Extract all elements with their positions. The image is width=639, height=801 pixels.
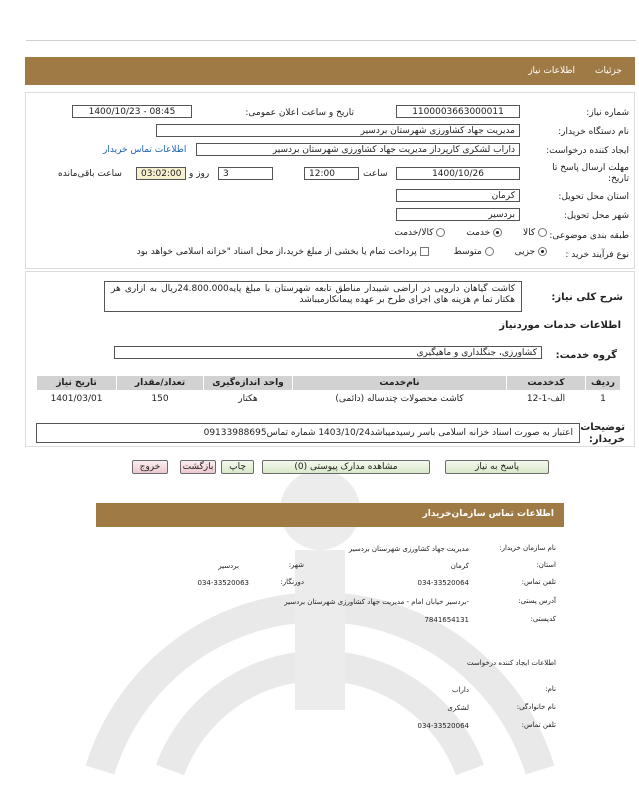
- deadline-time-label: ساعت: [363, 169, 388, 179]
- creator-family-value: لشکری: [447, 704, 469, 712]
- category-option-both: کالا/خدمت: [394, 228, 434, 238]
- col-row: ردیف: [586, 376, 621, 391]
- creator-heading: اطلاعات ایجاد کننده درخواست: [467, 659, 556, 667]
- purchase-radio-medium[interactable]: [485, 247, 494, 256]
- exit-button[interactable]: خروج: [132, 460, 168, 474]
- col-unit: واحد اندازه‌گیری: [204, 376, 293, 391]
- contact-phone-label: تلفن تماس:: [521, 578, 556, 586]
- buyer-org-field: مدیریت جهاد کشاورزی شهرستان بردسیر: [156, 124, 520, 137]
- contact-details: [96, 530, 564, 790]
- category-label: طبقه بندی موضوعی:: [549, 231, 629, 241]
- category-radio-both[interactable]: [436, 228, 445, 237]
- col-quantity: تعداد/مقدار: [117, 376, 204, 391]
- purchase-option-medium: متوسط: [453, 247, 482, 257]
- category-option-goods: کالا: [522, 228, 536, 238]
- services-table-header: [37, 376, 621, 391]
- buyer-note-text: اعتبار به صورت اسناد خزانه اسلامی باسر رسیدمیباشد1403/10/24 شماره تماس09133988695: [36, 423, 580, 443]
- table-row: [37, 391, 621, 408]
- contact-postal-value: 7841654131: [424, 616, 469, 624]
- purchase-option-minor: جزیی: [514, 247, 536, 257]
- contact-org-value: مدیریت جهاد کشاورزی شهرستان بردسیر: [348, 545, 469, 553]
- tab-details[interactable]: جزئیات: [595, 66, 622, 76]
- back-button[interactable]: بازگشت: [180, 460, 216, 474]
- creator-phone-label: تلفن تماس:: [521, 721, 556, 729]
- announce-field: 1400/10/23 - 08:45: [72, 105, 192, 118]
- city-label: شهر محل تحویل:: [563, 211, 629, 221]
- deadline-date-field: 1400/10/26: [396, 167, 520, 180]
- cell-quantity: 150: [151, 394, 169, 404]
- cell-service-code: الف-1-12: [526, 394, 566, 404]
- contact-header: [96, 503, 564, 527]
- page-header: [25, 57, 635, 85]
- contact-fax-value: 034-33520063: [197, 579, 249, 587]
- requester-field: داراب لشکری کارپرداز مدیریت جهاد کشاورزی شهرستان بردسیر: [196, 143, 520, 156]
- treasury-payment-checkbox[interactable]: [420, 247, 429, 256]
- days-label: روز و: [189, 169, 210, 179]
- need-number-field: 1100003663000011: [396, 105, 520, 118]
- services-heading: اطلاعات خدمات مورد‌نیاز: [499, 320, 621, 331]
- need-info-panel: [25, 92, 635, 269]
- contact-province-label: استان:: [536, 561, 556, 569]
- deadline-time-field: 12:00: [304, 167, 359, 180]
- col-service-code: کدخدمت: [507, 376, 586, 391]
- treasury-payment-note: پرداخت تمام یا بخشی از مبلغ خرید،از محل اسناد "خزانه اسلامی خواهد بود: [136, 247, 417, 257]
- category-radio-service[interactable]: [493, 228, 502, 237]
- tab-need-info[interactable]: اطلاعات نیاز: [528, 66, 575, 76]
- cell-service-name: کاشت محصولات چندساله (دائمی): [335, 394, 464, 404]
- city-field: بردسیر: [396, 208, 520, 221]
- buyer-contact-link[interactable]: اطلاعات تماس خریدار: [103, 145, 187, 155]
- purchase-radio-minor[interactable]: [538, 247, 547, 256]
- contact-title: اطلاعات تماس سازمان‌خریدار: [422, 509, 554, 519]
- services-table: [36, 375, 621, 407]
- contact-postal-label: کدپستی:: [530, 615, 556, 623]
- deadline-label: مهلت ارسال پاسخ تا تاریخ:: [552, 163, 629, 184]
- days-field: 3: [218, 167, 273, 180]
- service-group-label: گروه خدمت:: [555, 350, 617, 361]
- buyer-note-label: توضیحات خریدار:: [580, 422, 625, 445]
- announce-label: تاریخ و ساعت اعلان عمومی:: [245, 108, 354, 118]
- purchase-type-label: نوع فرآیند خرید :: [565, 250, 629, 260]
- creator-name-value: داراب: [452, 686, 469, 694]
- summary-text: کاشت گیاهان دارویی در اراضی شیبدار مناطق تابعه شهرستان با مبلغ پایه24.800.000ریال به ازاری هر هکتار تما م هزینه های اجرای طرح بر عهده پیمانکارمیباشد: [104, 281, 522, 312]
- purchase-options: [137, 247, 547, 257]
- contact-address-label: آدرس پستی:: [518, 597, 556, 605]
- province-label: استان محل تحویل:: [558, 192, 629, 202]
- attachments-button[interactable]: مشاهده مدارک پیوستی (0): [262, 460, 430, 474]
- creator-name-label: نام:: [545, 685, 556, 693]
- contact-city-label: شهر:: [288, 561, 304, 569]
- service-group-field: کشاورزی، جنگلداری و ماهیگیری: [114, 346, 542, 359]
- creator-phone-value: 034-33520064: [417, 722, 469, 730]
- cell-need-date: 1401/03/01: [50, 394, 103, 404]
- need-number-label: شماره نیاز:: [586, 108, 629, 118]
- reply-button[interactable]: پاسخ به نیاز: [445, 460, 549, 474]
- remaining-label: ساعت باقی‌مانده: [58, 169, 122, 179]
- cell-unit: هکتار: [238, 394, 258, 404]
- summary-label: شرح کلی نیاز:: [551, 292, 623, 303]
- requester-label: ایجاد کننده درخواست:: [546, 146, 629, 156]
- category-options: [394, 228, 547, 238]
- contact-phone-value: 034-33520064: [417, 579, 469, 587]
- contact-city-value: بردسیر: [218, 562, 239, 570]
- category-option-service: خدمت: [466, 228, 491, 238]
- print-button[interactable]: چاپ: [221, 460, 254, 474]
- top-divider: [26, 40, 636, 41]
- contact-fax-label: دورنگار:: [280, 578, 304, 586]
- col-need-date: تاریخ نیاز: [37, 376, 117, 391]
- contact-org-label: نام سازمان خریدار:: [499, 544, 556, 552]
- contact-province-value: کرمان: [450, 562, 469, 570]
- creator-family-label: نام خانوادگی:: [516, 703, 556, 711]
- remaining-time-field: 03:02:00: [136, 167, 186, 180]
- cell-row: 1: [600, 394, 606, 404]
- contact-address-value: -بردسیر خیابان امام - مدیریت جهاد کشاورزی شهرستان بردسیر: [284, 598, 469, 606]
- buyer-org-label: نام دستگاه خریدار:: [558, 127, 629, 137]
- province-field: کرمان: [396, 189, 520, 202]
- category-radio-goods[interactable]: [538, 228, 547, 237]
- col-service-name: نام‌خدمت: [293, 376, 507, 391]
